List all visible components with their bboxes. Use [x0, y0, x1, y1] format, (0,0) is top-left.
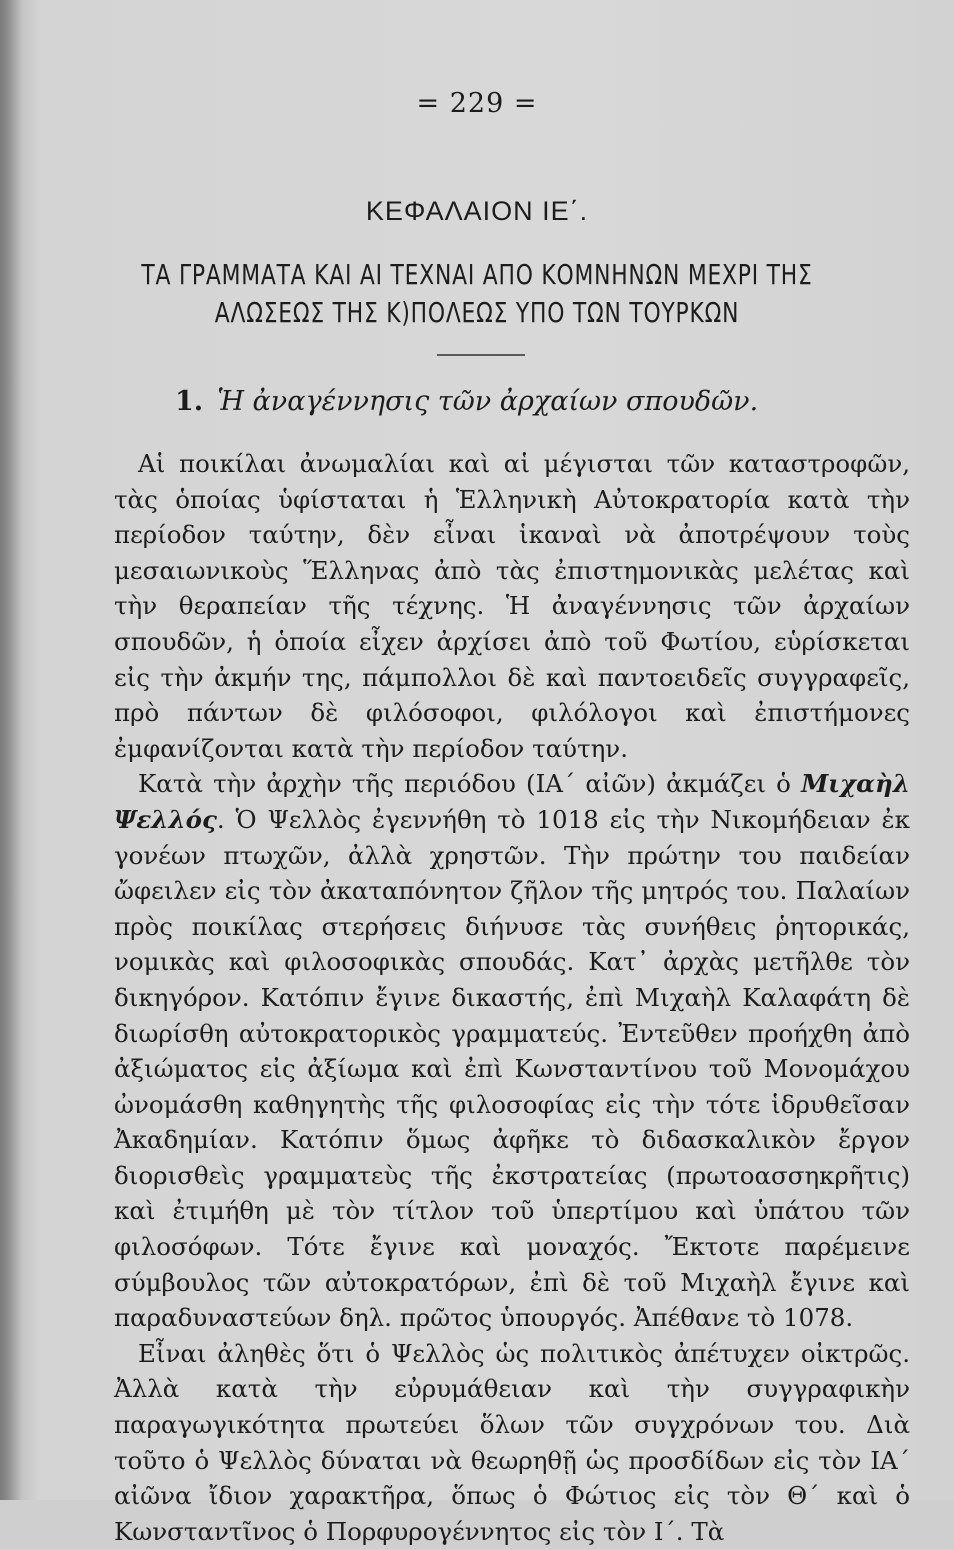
divider-rule [437, 354, 525, 356]
person-name-psellos: Μιχαὴλ Ψελλός [114, 769, 910, 834]
section-title: Ἡ ἀναγέννησις τῶν ἀρχαίων σπουδῶν. [217, 386, 759, 417]
page-number: = 229 = [416, 88, 538, 119]
body-text [114, 446, 910, 1549]
section-number: 1. [175, 386, 204, 417]
section-heading [175, 386, 758, 417]
paragraph-2-rest: . Ὁ Ψελλὸς ἐγεννήθη τὸ 1018 εἰς τὴν Νικομήδειαν ἐκ γονέων πτωχῶν, ἀλλὰ χρηστῶν. Τὴν πρώτην του παιδείαν ὤφειλεν εἰς τὸν ἀκαταπόνητον ζῆλον τῆς μητρός του. Παλαίων πρὸς ποικίλας στερήσεις διήνυσε τὰς συνήθεις ῥητορικάς, νομικὰς καὶ φιλοσοφικὰς σπουδάς. Κατ᾽ ἀρχὰς μετῆλθε τὸν δικηγόρον. Κατόπιν ἔγινε δικαστής, ἐπὶ Μιχαὴλ Καλαφάτη δὲ διωρίσθη αὐτοκρατορικὸς γραμματεύς. Ἐντεῦθεν προήχθη ἀπὸ ἀξιώματος εἰς ἀξίωμα καὶ ἐπὶ Κωνσταντίνου τοῦ Μονομάχου ὠνομάσθη καθηγητὴς τῆς φιλοσοφίας εἰς τὴν τότε ἱδρυθεῖσαν Ἀκαδημίαν. Κατόπιν ὅμως ἀφῆκε τὸ διδασκαλικὸν ἔργον διορισθεὶς γραμματεὺς τῆς ἐκστρατείας (πρωτοασσηκρῆτις) καὶ ἐτιμήθη μὲ τὸν τίτλον τοῦ ὑπερτίμου καὶ ὑπάτου τῶν φιλοσόφων. Τότε ἔγινε καὶ μοναχός. Ἔκτοτε παρέμεινε σύμβουλος τῶν αὐτοκρατόρων, ἐπὶ δὲ τοῦ Μιχαὴλ ἔγινε καὶ παραδυναστεύων δηλ. πρῶτος ὑπουργός. Ἀπέθανε τὸ 1078. [114, 804, 910, 1333]
chapter-heading: ΚΕΦΑΛΑΙΟΝ ΙΕ΄. [365, 196, 589, 226]
paragraph-2-intro: Κατὰ τὴν ἀρχὴν τῆς περιόδου (ΙΑ΄ αἰῶν) ἀκμάζει ὁ [138, 769, 802, 799]
paragraph-3: Εἶναι ἀληθὲς ὅτι ὁ Ψελλὸς ὡς πολιτικὸς ἀπέτυχεν οἰκτρῶς. Ἀλλὰ κατὰ τὴν εὐρυμάθειαν καὶ τὴν συγγραφικὴν παραγωγικότητα πρωτεύει ὅλων τῶν συγχρόνων του. Διὰ τοῦτο ὁ Ψελλὸς δύναται νὰ θεωρηθῇ ὡς προσδίδων εἰς τὸν ΙΑ΄ αἰῶνα ἴδιον χαρακτῆρα, ὅπως ὁ Φώτιος εἰς τὸν Θ΄ καὶ ὁ Κωνσταντῖνος ὁ Πορφυρογέννητος εἰς τὸν Ι΄. Τὰ [114, 1338, 910, 1546]
chapter-title-line-2: ΑΛΩΣΕΩΣ ΤΗΣ Κ)ΠΟΛΕΩΣ ΥΠΟ ΤΩΝ ΤΟΥΡΚΩΝ [214, 296, 740, 329]
paragraph-2 [114, 766, 910, 1336]
paragraph-1: Αἱ ποικίλαι ἀνωμαλίαι καὶ αἱ μέγισται τῶν καταστροφῶν, τὰς ὁποίας ὑφίσταται ἡ Ἑλληνικὴ Αὐτοκρατορία κατὰ τὴν περίοδον ταύτην, δὲν εἶναι ἱκαναὶ νὰ ἀποτρέψουν τοὺς μεσαιωνικοὺς Ἕλληνας ἀπὸ τὰς ἐπιστημονικὰς μελέτας καὶ τὴν θεραπείαν τῆς τέχνης. Ἡ ἀναγέννησις τῶν ἀρχαίων σπουδῶν, ἡ ὁποία εἶχεν ἀρχίσει ἀπὸ τοῦ Φωτίου, εὑρίσκεται εἰς τὴν ἀκμήν της, πάμπολλοι δὲ καὶ παντοειδεῖς συγγραφεῖς, πρὸ πάντων δὲ φιλόσοφοι, φιλόλογοι καὶ ἐπιστήμονες ἐμφανίζονται κατὰ τὴν περίοδον ταύτην. [114, 449, 910, 763]
chapter-title-line-1: ΤΑ ΓΡΑΜΜΑΤΑ ΚΑΙ ΑΙ ΤΕΧΝΑΙ ΑΠΟ ΚΟΜΝΗΝΩΝ ΜΕΧΡΙ ΤΗΣ [141, 258, 813, 291]
